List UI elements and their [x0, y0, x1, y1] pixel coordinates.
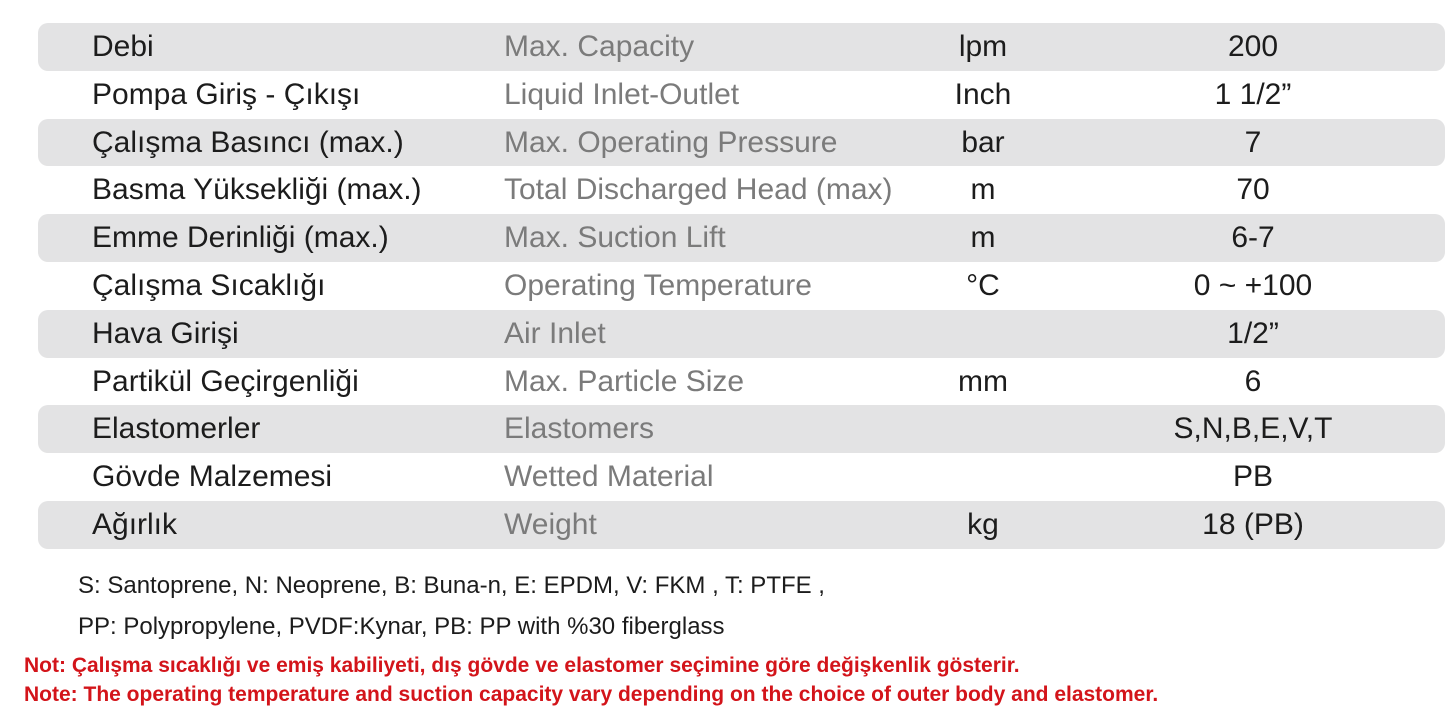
- value: 70: [1236, 173, 1270, 207]
- value: S,N,B,E,V,T: [1173, 412, 1333, 446]
- unit: Inch: [954, 77, 1012, 111]
- label-tr: Emme Derinliği (max.): [92, 221, 389, 255]
- note-turkish: Not: Çalışma sıcaklığı ve emiş kabiliyeti, dış gövde ve elastomer seçimine göre değişkenlik gösterir.: [24, 654, 1020, 677]
- unit: kg: [967, 507, 999, 541]
- value: 200: [1227, 30, 1279, 63]
- spec-row-operating-temperature: [38, 262, 1445, 310]
- label-tr: Çalışma Basıncı (max.): [92, 125, 404, 159]
- label-en: Total Discharged Head (max): [504, 173, 893, 207]
- label-en: Elastomers: [504, 412, 655, 446]
- label-en: Max. Operating Pressure: [504, 125, 838, 159]
- label-en: Weight: [504, 507, 597, 541]
- elastomer-legend-line-1: S: Santoprene, N: Neoprene, B: Buna-n, E: EPDM, V: FKM , T: PTFE ,: [78, 572, 825, 599]
- label-tr: Partikül Geçirgenliği: [92, 364, 359, 398]
- label-en: Air Inlet: [504, 316, 606, 350]
- unit: °C: [966, 268, 1000, 302]
- label-en: Max. Particle Size: [504, 364, 745, 398]
- label-tr: Basma Yüksekliği (max.): [92, 173, 422, 207]
- unit: m: [970, 221, 996, 255]
- label-tr: Ağırlık: [92, 507, 178, 541]
- spec-row-suction-lift: [38, 214, 1445, 262]
- spec-row-operating-pressure: [38, 119, 1445, 167]
- label-en: Wetted Material: [504, 460, 714, 494]
- label-tr: Pompa Giriş - Çıkışı: [92, 77, 361, 111]
- unit: bar: [961, 125, 1005, 159]
- value: 6: [1244, 364, 1262, 398]
- unit: [918, 453, 1048, 501]
- spec-row-inlet-outlet: [38, 71, 1445, 119]
- spec-row-discharge-head: [38, 166, 1445, 214]
- label-en: Liquid Inlet-Outlet: [504, 77, 740, 111]
- unit: mm: [958, 364, 1008, 398]
- spec-row-particle-size: [38, 358, 1445, 406]
- spec-table: [38, 23, 1445, 549]
- label-en: Operating Temperature: [504, 268, 812, 302]
- unit: lpm: [958, 30, 1008, 63]
- label-tr: Çalışma Sıcaklığı: [92, 268, 326, 302]
- material-legend-line-2: PP: Polypropylene, PVDF:Kynar, PB: PP with %30 fiberglass: [78, 613, 725, 640]
- label-tr: Debi: [92, 30, 154, 63]
- value: 1/2”: [1227, 316, 1279, 350]
- label-en: Max. Capacity: [504, 30, 695, 63]
- label-tr: Hava Girişi: [92, 316, 239, 350]
- value: 6-7: [1231, 221, 1275, 255]
- spec-row-capacity: [38, 23, 1445, 71]
- unit: m: [970, 173, 996, 207]
- label-tr: Elastomerler: [92, 412, 261, 446]
- value: PB: [1232, 460, 1274, 494]
- spec-row-wetted-material: [38, 453, 1445, 501]
- note-english: Note: The operating temperature and suction capacity vary depending on the choice of outer body and elastomer.: [24, 683, 1159, 706]
- spec-row-elastomers: [38, 405, 1445, 453]
- label-en: Max. Suction Lift: [504, 221, 726, 255]
- value: 1 1/2”: [1214, 77, 1292, 111]
- value: 18 (PB): [1202, 507, 1304, 541]
- spec-row-air-inlet: [38, 310, 1445, 358]
- spec-row-weight: [38, 501, 1445, 549]
- value: 7: [1244, 125, 1262, 159]
- label-tr: Gövde Malzemesi: [92, 460, 333, 494]
- unit: [918, 310, 1048, 358]
- value: 0 ~ +100: [1193, 268, 1313, 302]
- unit: [918, 405, 1048, 453]
